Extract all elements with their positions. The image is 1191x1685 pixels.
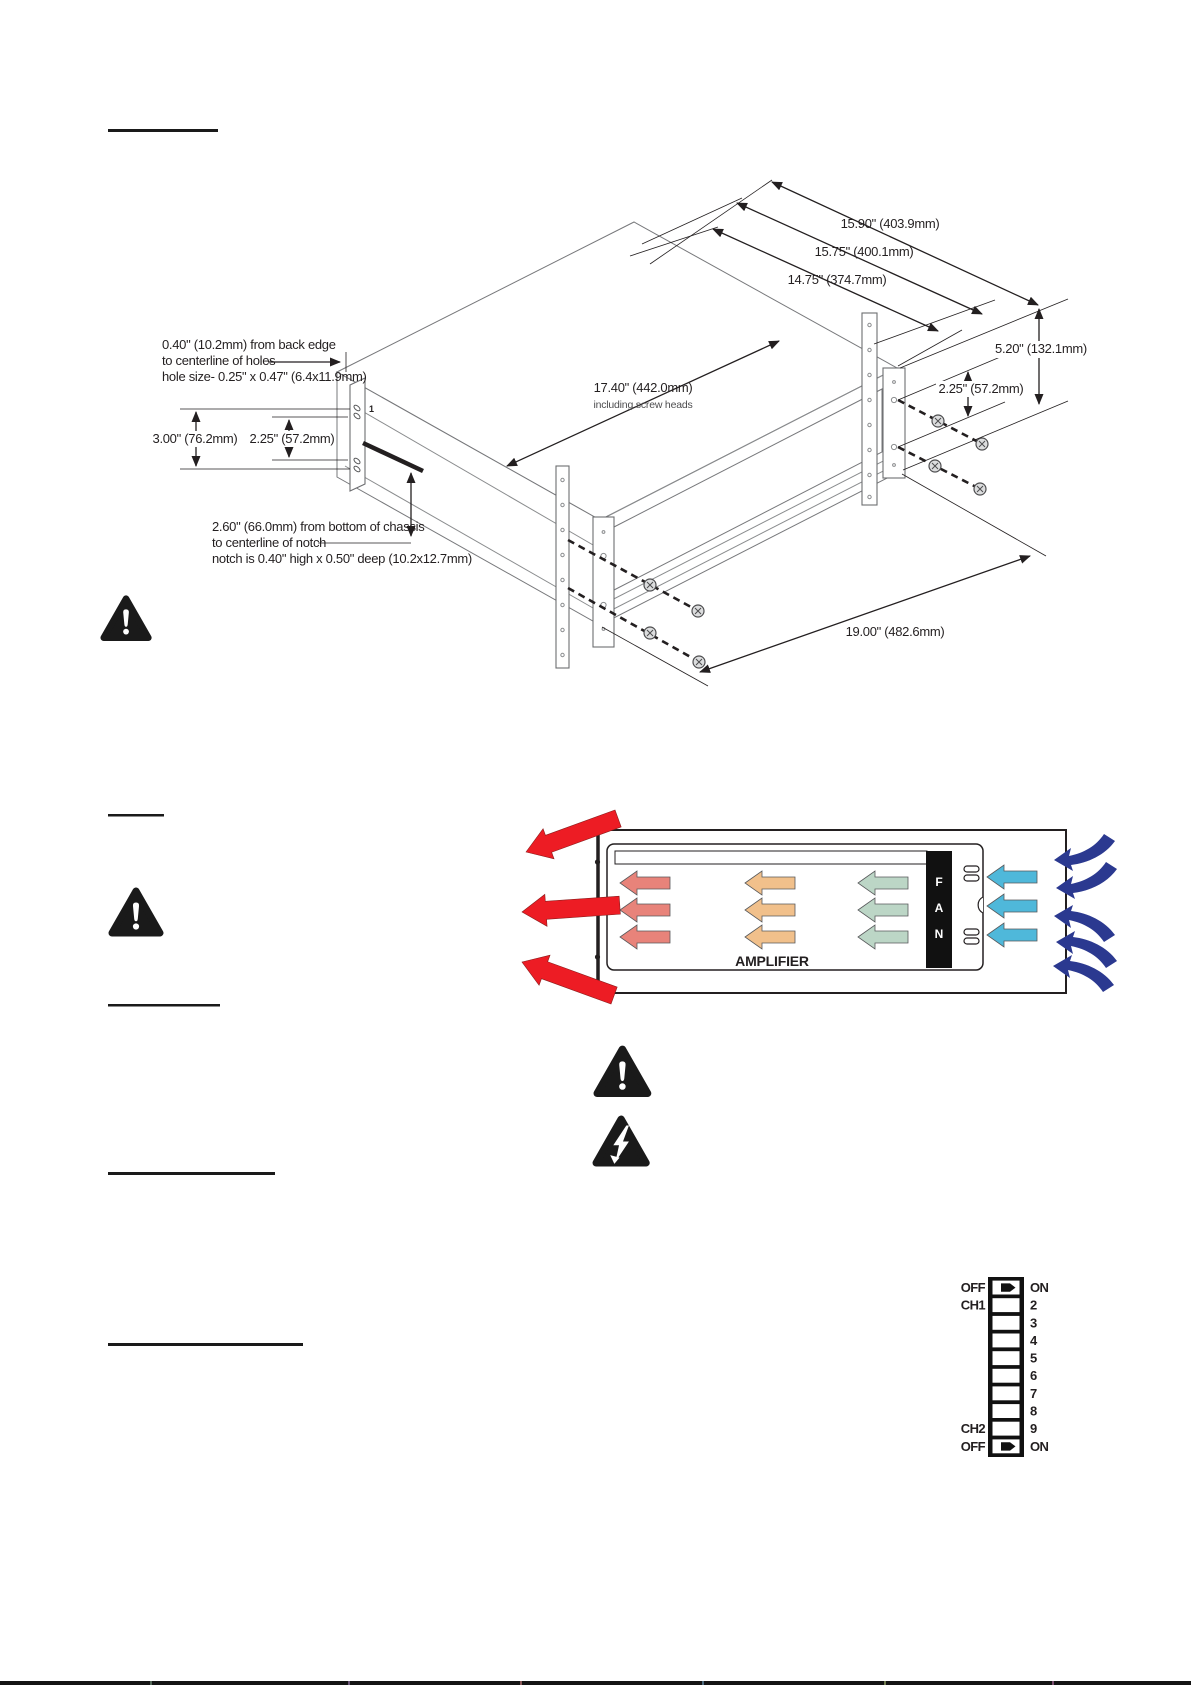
screw-icon — [976, 438, 988, 450]
side-hole-flange — [350, 378, 365, 491]
notch-note-line1: 2.60" (66.0mm) from bottom of chassis — [212, 519, 425, 534]
heading-underline — [108, 1172, 275, 1175]
screw-icon — [693, 656, 705, 668]
dip-label-left: OFF — [960, 1438, 985, 1454]
fan-letter: N — [934, 927, 944, 941]
dip-label-left: CH1 — [960, 1297, 985, 1313]
screw-icon — [692, 605, 704, 617]
fan-letter: F — [935, 875, 943, 889]
dip-label-right: ON — [1030, 1438, 1049, 1454]
warning-triangle-icon — [112, 891, 160, 933]
section-heading-underlines — [108, 129, 303, 1346]
rack-ear-right — [883, 368, 905, 478]
heading-underline — [108, 1343, 303, 1346]
screw-icon — [644, 627, 656, 639]
rack-rail-left — [556, 466, 569, 668]
panel-mark: 1 — [369, 404, 375, 414]
hole-note-line2: to centerline of holes — [162, 353, 276, 368]
fan-letter: A — [934, 901, 944, 915]
dip-label-right: 7 — [1030, 1385, 1037, 1401]
rack-rail-right — [862, 313, 877, 505]
dip-label-right: 6 — [1030, 1368, 1037, 1384]
heading-underline — [108, 814, 164, 817]
dim-label-2-25-left: 2.25" (57.2mm) — [249, 431, 335, 446]
screw-icon — [644, 579, 656, 591]
dip-label-right: 3 — [1030, 1315, 1037, 1331]
shock-triangle-icon — [596, 1119, 646, 1164]
warning-triangle-icon — [104, 599, 149, 638]
dim-label-15-90: 15.90" (403.9mm) — [840, 216, 940, 231]
dim-label-14-75: 14.75" (374.7mm) — [787, 272, 887, 287]
dim-label-17-40: 17.40" (442.0mm) — [593, 380, 693, 395]
dim-label-19-00: 19.00" (482.6mm) — [845, 624, 945, 639]
dim-label-15-75: 15.75" (400.1mm) — [814, 244, 914, 259]
dim-label-2-25-right: 2.25" (57.2mm) — [938, 381, 1024, 396]
warning-triangle-icon — [597, 1049, 647, 1093]
heading-underline — [108, 1004, 220, 1007]
dip-label-left: OFF — [960, 1280, 985, 1295]
notch-note-line3: notch is 0.40" high x 0.50" deep (10.2x12.7mm) — [212, 551, 472, 566]
dip-label-right: 4 — [1030, 1333, 1037, 1348]
page-edge-band — [0, 1681, 1191, 1685]
dim-label-3-00: 3.00" (76.2mm) — [152, 431, 238, 446]
airflow-diagram — [517, 803, 1117, 1010]
amplifier-label: AMPLIFIER — [735, 953, 809, 969]
dim-label-5-20: 5.20" (132.1mm) — [995, 341, 1087, 356]
hole-note-line1: 0.40" (10.2mm) from back edge — [162, 337, 336, 352]
dip-label-right: 8 — [1030, 1403, 1037, 1419]
rack-mount-diagram — [153, 180, 1087, 686]
screw-icon — [932, 415, 944, 427]
dim-label-17-40-sub: including screw heads — [593, 399, 693, 411]
heading-underline — [108, 129, 218, 132]
notch-note-line2: to centerline of notch — [212, 535, 327, 550]
dip-label-right: ON — [1030, 1280, 1049, 1295]
dip-switch-diagram — [961, 1277, 1049, 1457]
hole-note-line3: hole size- 0.25" x 0.47" (6.4x11.9mm) — [162, 369, 367, 384]
dip-label-right: 9 — [1030, 1421, 1037, 1437]
intake-arrows — [1053, 834, 1117, 992]
dip-label-left: CH2 — [960, 1421, 985, 1437]
dip-label-right: 2 — [1030, 1297, 1037, 1313]
screw-icon — [974, 483, 986, 495]
dip-label-right: 5 — [1030, 1350, 1037, 1366]
screw-icon — [929, 460, 941, 472]
